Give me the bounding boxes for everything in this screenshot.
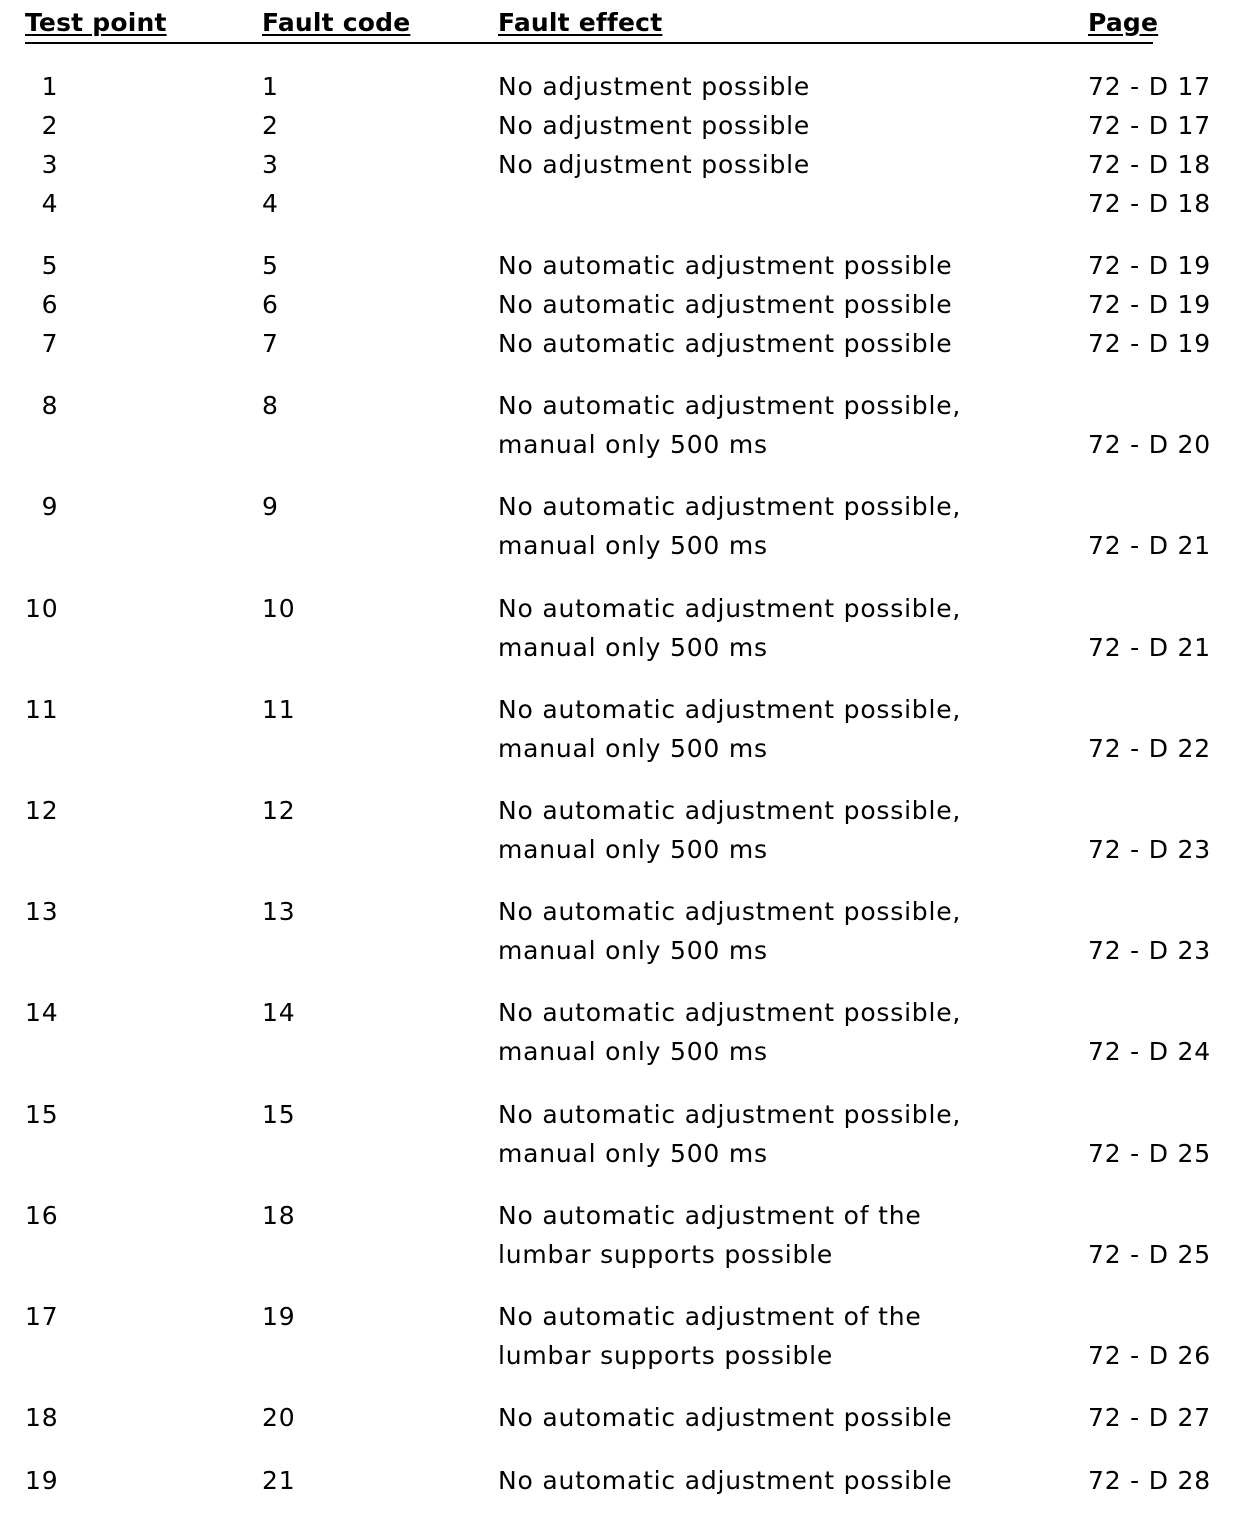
header-test-point: Test point: [25, 8, 167, 37]
fault-code-cell: 1: [262, 72, 279, 101]
test-point-cell: 6: [41, 290, 59, 319]
page-ref-cell: 72 - D 21: [1088, 633, 1211, 662]
test-point-cell: 13: [25, 897, 59, 926]
test-point-cell: 11: [25, 695, 59, 724]
page-ref-cell: 72 - D 23: [1088, 936, 1211, 965]
fault-effect-cell: No automatic adjustment possible,: [498, 796, 962, 825]
page-ref-cell: 72 - D 19: [1088, 251, 1211, 280]
page-ref-cell: 72 - D 25: [1088, 1240, 1211, 1269]
fault-code-cell: 4: [262, 189, 279, 218]
test-point-cell: 1: [41, 72, 59, 101]
fault-effect-cell-line2: lumbar supports possible: [498, 1341, 834, 1370]
page-ref-cell: 72 - D 21: [1088, 531, 1211, 560]
page-ref-cell: 72 - D 20: [1088, 430, 1211, 459]
fault-effect-cell-line2: manual only 500 ms: [498, 430, 768, 459]
header-fault-code: Fault code: [262, 8, 411, 37]
fault-effect-cell: No adjustment possible: [498, 72, 811, 101]
page-ref-cell: 72 - D 19: [1088, 329, 1211, 358]
fault-code-cell: 13: [262, 897, 296, 926]
fault-code-cell: 15: [262, 1100, 296, 1129]
fault-effect-cell: No adjustment possible: [498, 111, 811, 140]
test-point-cell: 5: [41, 251, 59, 280]
fault-code-cell: 11: [262, 695, 296, 724]
fault-code-cell: 10: [262, 594, 296, 623]
fault-code-cell: 5: [262, 251, 279, 280]
fault-effect-cell: No automatic adjustment possible,: [498, 391, 962, 420]
fault-effect-cell-line2: manual only 500 ms: [498, 1037, 768, 1066]
page-ref-cell: 72 - D 18: [1088, 150, 1211, 179]
fault-effect-cell: No automatic adjustment of the: [498, 1302, 922, 1331]
fault-code-cell: 6: [262, 290, 279, 319]
fault-code-cell: 21: [262, 1466, 296, 1495]
page-ref-cell: 72 - D 18: [1088, 189, 1211, 218]
fault-code-cell: 3: [262, 150, 279, 179]
fault-effect-cell: No automatic adjustment possible,: [498, 998, 962, 1027]
page-ref-cell: 72 - D 26: [1088, 1341, 1211, 1370]
page-ref-cell: 72 - D 17: [1088, 72, 1211, 101]
fault-effect-cell-line2: manual only 500 ms: [498, 835, 768, 864]
fault-effect-cell: No automatic adjustment possible,: [498, 695, 962, 724]
page-ref-cell: 72 - D 23: [1088, 835, 1211, 864]
fault-effect-cell: No automatic adjustment possible: [498, 251, 953, 280]
fault-effect-cell-line2: manual only 500 ms: [498, 633, 768, 662]
test-point-cell: 4: [41, 189, 59, 218]
page-ref-cell: 72 - D 25: [1088, 1139, 1211, 1168]
fault-code-cell: 19: [262, 1302, 296, 1331]
fault-code-cell: 8: [262, 391, 279, 420]
fault-effect-cell-line2: manual only 500 ms: [498, 1139, 768, 1168]
fault-code-cell: 20: [262, 1403, 296, 1432]
header-fault-effect: Fault effect: [498, 8, 663, 37]
page-ref-cell: 72 - D 28: [1088, 1466, 1211, 1495]
test-point-cell: 10: [25, 594, 59, 623]
test-point-cell: 9: [41, 492, 59, 521]
page-ref-cell: 72 - D 19: [1088, 290, 1211, 319]
test-point-cell: 17: [25, 1302, 59, 1331]
test-point-cell: 19: [25, 1466, 59, 1495]
fault-effect-cell-line2: manual only 500 ms: [498, 531, 768, 560]
fault-effect-cell: No adjustment possible: [498, 150, 811, 179]
fault-code-cell: 2: [262, 111, 279, 140]
test-point-cell: 3: [41, 150, 59, 179]
fault-code-cell: 18: [262, 1201, 296, 1230]
fault-effect-cell: No automatic adjustment possible,: [498, 1100, 962, 1129]
fault-effect-cell: No automatic adjustment possible: [498, 1403, 953, 1432]
test-point-cell: 18: [25, 1403, 59, 1432]
fault-effect-cell: No automatic adjustment possible: [498, 290, 953, 319]
page-ref-cell: 72 - D 24: [1088, 1037, 1211, 1066]
fault-effect-cell: No automatic adjustment possible: [498, 1466, 953, 1495]
test-point-cell: 14: [25, 998, 59, 1027]
page-ref-cell: 72 - D 27: [1088, 1403, 1211, 1432]
header-page: Page: [1088, 8, 1159, 37]
fault-code-cell: 7: [262, 329, 279, 358]
fault-code-cell: 12: [262, 796, 296, 825]
fault-effect-cell: No automatic adjustment of the: [498, 1201, 922, 1230]
test-point-cell: 16: [25, 1201, 59, 1230]
fault-code-cell: 14: [262, 998, 296, 1027]
fault-effect-cell: No automatic adjustment possible,: [498, 594, 962, 623]
test-point-cell: 2: [41, 111, 59, 140]
test-point-cell: 15: [25, 1100, 59, 1129]
fault-effect-cell-line2: manual only 500 ms: [498, 734, 768, 763]
fault-effect-cell: No automatic adjustment possible,: [498, 492, 962, 521]
test-point-cell: 7: [41, 329, 59, 358]
fault-code-cell: 9: [262, 492, 279, 521]
fault-effect-cell-line2: manual only 500 ms: [498, 936, 768, 965]
test-point-cell: 12: [25, 796, 59, 825]
page-ref-cell: 72 - D 17: [1088, 111, 1211, 140]
fault-effect-cell: No automatic adjustment possible: [498, 329, 953, 358]
fault-effect-cell: No automatic adjustment possible,: [498, 897, 962, 926]
fault-effect-cell-line2: lumbar supports possible: [498, 1240, 834, 1269]
page-ref-cell: 72 - D 22: [1088, 734, 1211, 763]
test-point-cell: 8: [41, 391, 59, 420]
